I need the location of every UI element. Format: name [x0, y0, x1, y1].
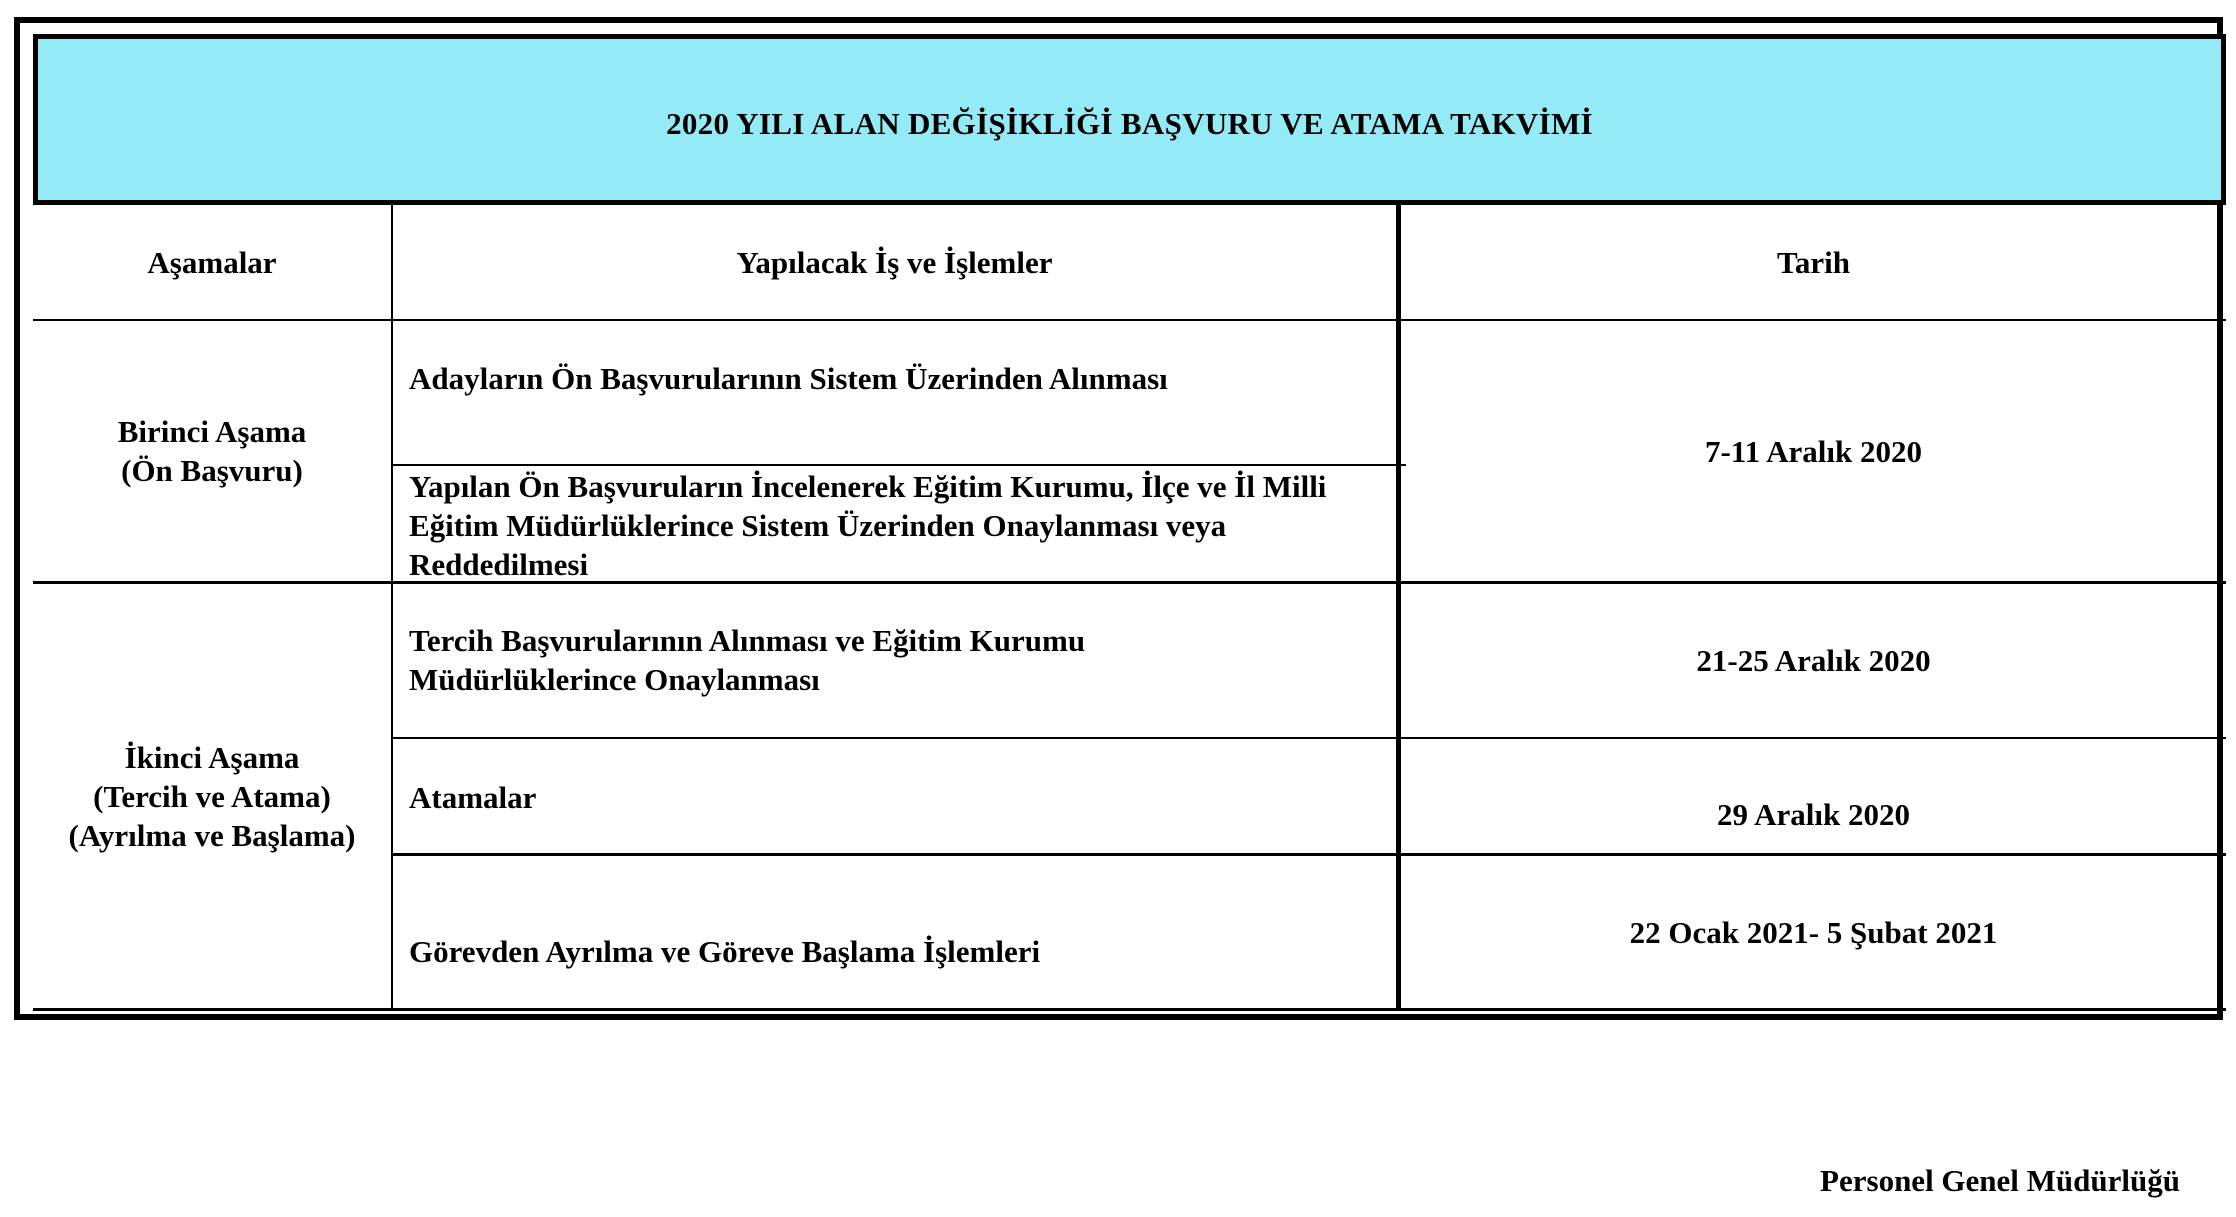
stage-1-name: Birinci Aşama — [117, 414, 307, 449]
stage-1-subtitle: (Ön Başvuru) — [121, 453, 303, 488]
calendar-table — [14, 17, 2223, 1020]
stage-2-subtitle-2: (Ayrılma ve Başlama) — [68, 817, 356, 853]
stage-2-subtitle-1: (Tercih ve Atama) — [93, 778, 331, 814]
stage-2-date-3: 22 Ocak 2021- 5 Şubat 2021 — [1629, 914, 1998, 950]
stage-2-date-2: 29 Aralık 2020 — [1717, 796, 1910, 832]
stage-2-task-1: Tercih Başvurularının Alınması ve Eğitim Kurumu Müdürlüklerince Onaylanması — [409, 623, 1086, 697]
header-stages: Aşamalar — [147, 244, 277, 280]
stage-1-task-1: Adayların Ön Başvurularının Sistem Üzerinden Alınması — [409, 361, 1168, 396]
stage-2-cell — [33, 584, 391, 1008]
header-date: Tarih — [1777, 244, 1850, 280]
stage-1-cell — [33, 321, 391, 581]
row-divider — [392, 737, 2226, 739]
header-tasks: Yapılacak İş ve İşlemler — [736, 244, 1053, 280]
stage-1-date: 7-11 Aralık 2020 — [1704, 433, 1922, 469]
stage-2-task-3: Görevden Ayrılma ve Göreve Başlama İşlemleri — [409, 934, 1041, 969]
row-divider — [33, 1008, 2226, 1011]
stage-2-task-2: Atamalar — [409, 780, 537, 815]
stage-2-name: İkinci Aşama — [124, 739, 300, 775]
stage-1-task-2: Yapılan Ön Başvuruların İncelenerek Eğitim Kurumu, İlçe ve İl Milli Eğitim Müdürlüklerince Sistem Üzerinden Onaylanması veya Reddedilmesi — [409, 469, 1327, 582]
column-divider — [391, 205, 393, 1011]
stage-2-date-1: 21-25 Aralık 2020 — [1696, 643, 1931, 678]
table-title: 2020 YILI ALAN DEĞİŞİKLİĞİ BAŞVURU VE ATAMA TAKVİMİ — [33, 34, 2226, 205]
row-divider — [392, 464, 1406, 466]
footer-signature: Personel Genel Müdürlüğü — [1820, 1163, 2180, 1198]
